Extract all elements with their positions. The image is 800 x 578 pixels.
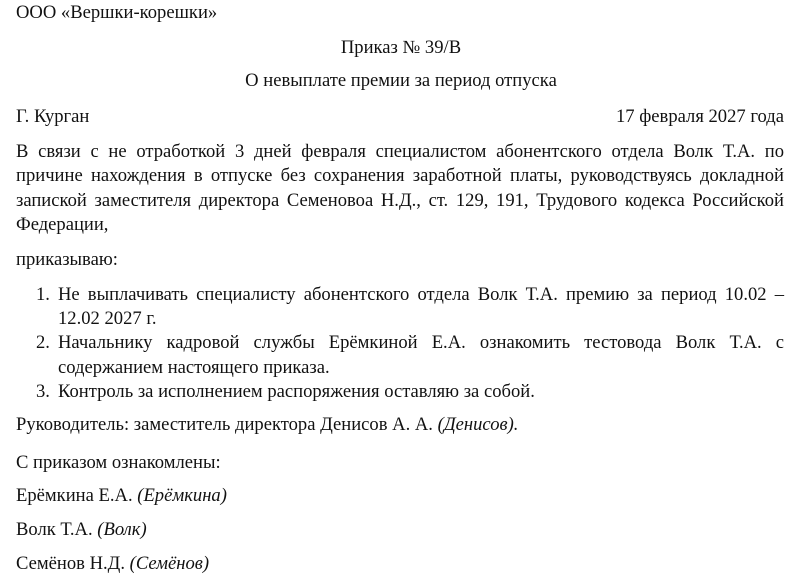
acquainted-signature: (Волк) (97, 519, 147, 540)
list-item-text: Начальнику кадровой службы Ерёмкиной Е.А. ознакомить тестовода Волк Т.А. с содержанием настоящего приказа. (58, 332, 784, 378)
list-item-text: Контроль за исполнением распоряжения оставляю за собой. (58, 380, 535, 402)
order-date: 17 февраля 2027 года (616, 106, 784, 127)
list-item-text: Не выплачивать специалисту абонентского отдела Волк Т.А. премию за период 10.02 – 12.02 2027 г. (58, 284, 784, 330)
order-word: приказываю: (16, 249, 118, 270)
place-date-row (16, 106, 784, 128)
acquainted-row (16, 553, 209, 575)
acquainted-name: Волк Т.А. (16, 519, 93, 540)
list-item-number: 1. (36, 284, 50, 305)
acquainted-row (16, 519, 147, 541)
acquainted-row (16, 485, 227, 507)
order-items-list (16, 283, 784, 404)
list-item (16, 380, 784, 404)
acquainted-signature: (Ерёмкина) (137, 485, 227, 506)
list-item (16, 283, 784, 331)
acquainted-signature: (Семёнов) (129, 553, 210, 574)
head-label: Руководитель: заместитель директора Денисов А. А. (16, 414, 433, 435)
acquainted-name: Ерёмкина Е.А. (16, 485, 133, 506)
list-item-number: 2. (36, 332, 50, 354)
list-item-number: 3. (36, 380, 50, 402)
preamble-paragraph: В связи с не отработкой 3 дней февраля специалистом абонентского отдела Волк Т.А. по причине нахождения в отпуске без сохранения заработной платы, руководствуясь докладной запиской заместителя директора Семеновоа Н.Д., ст. 129, 191, Трудового кодекса Российской Федерации, (16, 141, 784, 235)
list-item (16, 331, 784, 379)
acquainted-name: Семёнов Н.Д. (16, 553, 125, 574)
head-signature-line (16, 414, 518, 436)
city: Г. Курган (16, 106, 90, 127)
head-signature: (Денисов). (437, 414, 519, 435)
order-subject: О невыплате премии за период отпуска (245, 70, 557, 91)
acquainted-label: С приказом ознакомлены: (16, 452, 221, 473)
organization-name: ООО «Вершки-корешки» (16, 2, 218, 23)
order-title: Приказ № 39/В (340, 37, 462, 58)
